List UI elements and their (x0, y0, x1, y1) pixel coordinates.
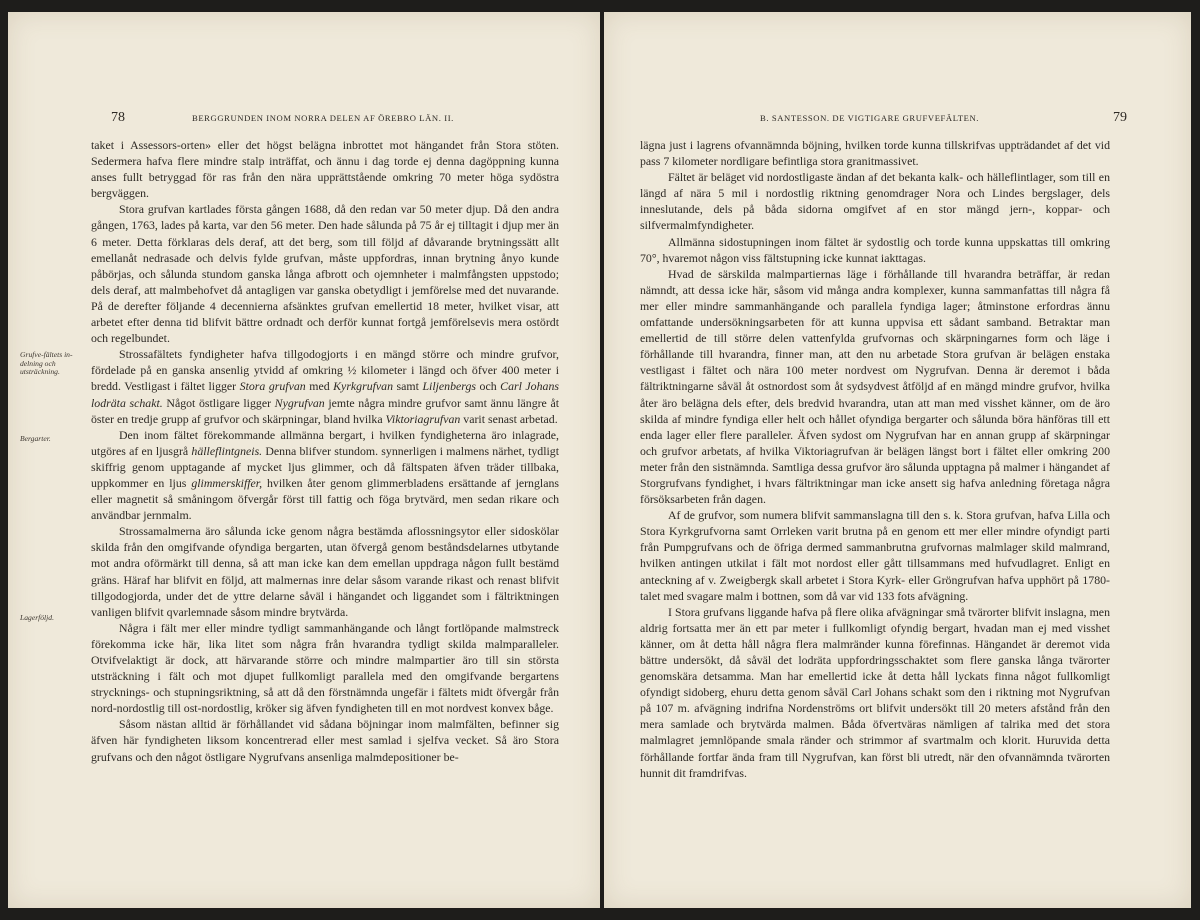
paragraph: I Stora grufvans liggande hafva på flere olika afvägningar små tvärorter blifvit inslagna, men aldrig fortsatta mer än ett par meter i fullkomligt ofyndig bergart, hvadan man ej med visshet känner, om åt detta håll några flera malmränder kunna förefinnas. Hängandet är deremot vida bättre undersökt, då såväl det lodräta uppfordringsschaktet som flere ganska långa tvärorter genomskära detsamma. Man har emellertid icke åt detta håll lyckats finna något fullkomligt ofyndigt sidoberg, ehuru detta genom såväl Carl Johans schakt som den i riktning mot Nygrufvan på 107 m. afvägning indrifna Nordenströms ort blifvit undersökt till 20 meters afstånd från den mera samlade och brytvärda malmen. Båda öfvertväras nämligen af talrika med det stora malmlagret jemnlöpande smala ränder och strimmor af svartmalm och klorit. Huruvida detta förhållande fortfar ända fram till Nygrufvan, kan först bli utredt, när den ofvannämnda tvärorten hunnit dit framdrifvas. (640, 604, 1110, 780)
page-header (8, 110, 600, 130)
left-page (8, 12, 600, 908)
running-head: BERGGRUNDEN INOM NORRA DELEN AF ÖREBRO LÄN. II. (192, 113, 454, 123)
page-body (91, 137, 559, 765)
page-number: 79 (1113, 110, 1127, 125)
page-header (604, 110, 1191, 130)
right-page (604, 12, 1191, 908)
paragraph: Några i fält mer eller mindre tydligt sammanhängande och långt fortlöpande malmstreck förekomma icke här, lika litet som några från hvarandra tydligt skilda malmparalleler. Otvifvelaktigt är dock, att härvarande större och mindre malmpartier äro till sin största utsträckning i fält och mot djupet fullkomligt parallela med den omgifvande bergartens strycknings- och stupningsriktning, så att då den förstnämnda ungefär i fältets midt öfvergår från nord-nordostlig till ost-nordostlig, kröker sig äfven fyndigheten till en mot nordvest konvex båge. (91, 620, 559, 716)
paragraph: Fältet är beläget vid nordostligaste ändan af det bekanta kalk- och hälleflintlager, som till en längd af nära 5 mil i nordostlig riktning genomdrager Nora och Lindes bergslager, dels inneslutande, dels på båda sidorna omgifvet af en stor mängd jern-, koppar- och silfvermalmfyndigheter. (640, 170, 1110, 233)
paragraph: lägna just i lagrens ofvannämnda böjning, hvilken torde kunna tillskrifvas uppträdandet af det vid pass 7 kilometer nordligare befintliga stora granitmassivet. (640, 138, 1110, 169)
margin-note-grufvefaltet: Grufve-fältets in-delning och utsträckning. (20, 350, 73, 377)
paragraph: Strossamalmerna äro sålunda icke genom några bestämda aflossningsytor eller sidoskölar skilda från den omgifvande ofyndiga bergarten, utan öfvergå genom beståndsdelarnes utbytande mot andra oförmärkt till denna, så att man icke kan dem emellan uppdraga någon fullt bestämd gräns. Häraf har blifvit en följd, att malmernas inre delar såsom varande rikast och renast blifvit tillgodogjorda, under det de yttre delarne såväl i hängandet och liggandet som i fältriktningen vanligen blifvit qvarlemnade såsom mindre brytvärda. (91, 524, 559, 619)
margin-note-bergarter: Bergarter. (20, 434, 51, 443)
running-head: B. SANTESSON. DE VIGTIGARE GRUFVEFÄLTEN. (760, 113, 980, 123)
paragraph: Allmänna sidostupningen inom fältet är sydostlig och torde kunna uppskattas till omkring 70°, hvaremot någon viss fältstupning icke kunnat iakttagas. (640, 234, 1110, 265)
paragraph: Såsom nästan alltid är förhållandet vid sådana böjningar inom malmfälten, befinner sig äfven här fyndigheten liksom koncentrerad eller mest samlad i sjelfva vecket. Så äro Stora grufvans och den något östligare Nygrufvans ansenliga malmdepositioner be- (91, 717, 559, 764)
paragraph: Hvad de särskilda malmpartiernas läge i förhållande till hvarandra beträffar, är redan nämndt, att dessa icke här, såsom vid många andra komplexer, kunna sammanfattas till några få mer eller mindre sammanhängande och parallela fyndiga lager; åtminstone erfordras ännu omfattande undersökningsarbeten för att kunna uppvisa ett sådant samband. Betraktar man emellertid de till större delen vattenfylda grufvornas och skärpningarnes form och läge i förhållande till hvarandra, finner man, att den nu arbetade Stora grufvan är belägen enstaka vestligast i fältet och nära 100 meter nordvest om Nygrufvan. Denna är deremot i båda fältriktningarne såväl åt ostnordost som åt sydsydvest åtföljd af en mängd mindre grufvor, hvilka åter äro belägna dels efter, dels bredvid hvarandra, utan att man med visshet känner, om de äro skilda af mindre fyndiga eller helt och hållet ofyndiga bergarter och sålunda böra hänföras till ett enda lager eller flere paralleler. Äfven sydost om Nygrufvan har en annan grupp af skärpningar och grufvor arbetats, af hvilka Viktoriagrufvan är belägen längst bort i fältet eller omkring 200 meter från den sistnämnda. Samtliga dessa grufvor äro sålunda upptagna på malmer i hängandet af Storgrufvans fyndighet, i hvars fältriktningar man icke ansett sig hafva anledning företaga några försöksarbeten från dagen. (640, 266, 1110, 507)
margin-note-lagerfoljd: Lagerföljd. (20, 613, 54, 622)
paragraph: Strossafältets fyndigheter hafva tillgodogjorts i en mängd större och mindre grufvor, fördelade på en ganska ansenlig ytvidd af omkring ½ kilometer i längd och öfver 400 meter i bredd. Vestligast i fältet ligger Stora grufvan med Kyrkgrufvan samt Liljenbergs och Carl Johans lodräta schakt. Något östligare ligger Nygrufvan jemte några mindre grufvor samt ännu längre åt öster en tredje grupp af grufvor och skärpningar, bland hvilka Viktoriagrufvan varit senast arbetad. (91, 347, 560, 426)
paragraph: Den inom fältet förekommande allmänna bergart, i hvilken fyndigheterna äro inlagrade, utgöres af en ljusgrå hälleflintgneis. Denna blifver stundom. synnerligen i malmens närhet, tydligt skiffrig genom upptagande af mycket ljus glimmer, och då fältspaten äfven träder tillbaka, uppkommer en ljus glimmerskiffer, hvilken åter genom glimmerbladens ersättande af jernglans eller magnetit så småningom öfvergår först till fattig och föga brytvärd, men sedan rikare och användbar jernmalm. (91, 427, 560, 523)
paragraph: taket i Assessors-orten» eller det högst belägna inbrottet mot hängandet från Stora stöten. Sedermera hafva flere mindre stalp inträffat, och ännu i dag torde ej denna dagöppning kunna anses fullt betryggad för ras från den nära upprättstående omkring 70 meter höga sydöstra bergväggen. (91, 138, 559, 201)
paragraph: Stora grufvan kartlades första gången 1688, då den redan var 50 meter djup. Då den andra gången, 1763, lades på karta, var den 56 meter. Den hade sålunda på 75 år ej tilltagit i djup mer än 6 meter. Detta förklaras dels deraf, att det berg, som till följd af dåvarande brytningssätt allt emellanåt nedrasade och delvis fylde grufvan, måste uppfordras, innan brytning ånyo kunde påbörjas, och sålunda stundom ganska långa afbrott och ojemnheter i malmfångsten uppstodo; dels deraf, att malmbehofvet då antagligen var ganska obetydligt i jemförelse med det nuvarande. På de derefter följande 4 decennierna afsänktes grufvan emellertid 18 meter, hvilket visar, att arbetet efter denna tid blifvit bättre ordnadt och derför kunnat fortgå jemförelsevis mera ostördt och regelbundet. (91, 202, 559, 346)
page-number: 78 (111, 110, 125, 125)
page-body (640, 137, 1110, 781)
paragraph: Af de grufvor, som numera blifvit sammanslagna till den s. k. Stora grufvan, hafva Lilla och Stora Kyrkgrufvorna samt Orrleken varit brutna på en genom ett mer eller mindre ofyndigt parti från Pumpgrufvans och de öfriga dermed sammanbrutna grufvornas malmlager skild malmrand, hvilken antingen utkilat i fält mot nordost eller gått tillsammans med hufvudlagret. Enligt en anteckning af v. Zweigbergk skall arbetet i Stora Kyrk- eller Gröngrufvan hafva upphört på 1780-talet med svagare malm i bottnen, som då var vid 133 fots afvägning. (640, 508, 1110, 603)
